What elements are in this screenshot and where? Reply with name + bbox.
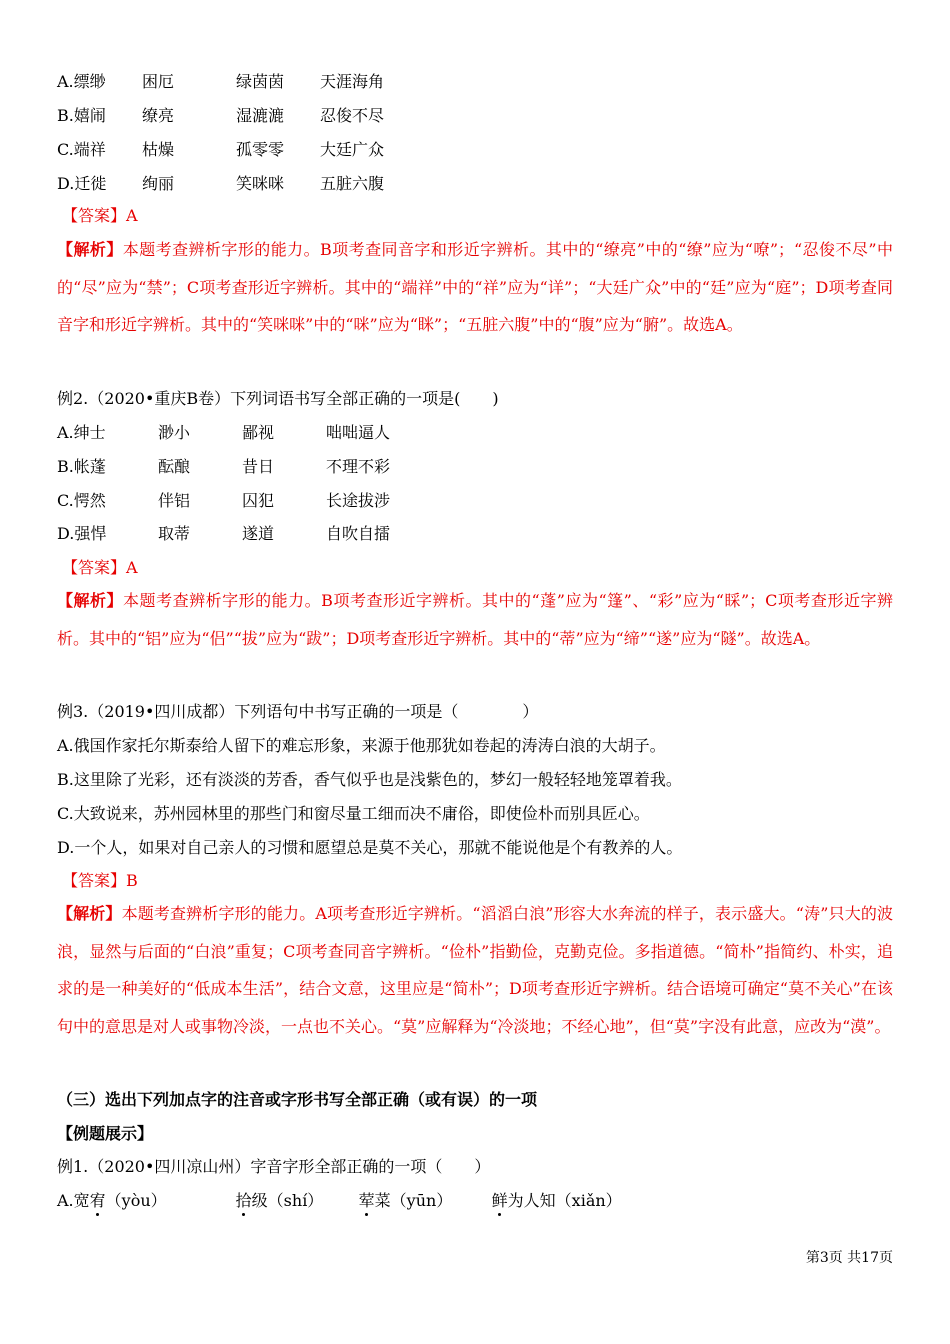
option-word: 缭亮 bbox=[142, 106, 175, 125]
option-label: C.愕然 bbox=[57, 491, 106, 510]
q3-option-c: C.大致说来，苏州园林里的那些门和窗尽量工细而决不庸俗，即使俭朴而别具匠心。 bbox=[57, 804, 650, 823]
option-row bbox=[57, 490, 486, 512]
option-word: 绚丽 bbox=[142, 174, 175, 193]
q3-title: 例3.（2019•四川成都）下列语句中书写正确的一项是（ ） bbox=[57, 702, 539, 721]
analysis-tag: 【解析】 bbox=[57, 591, 124, 610]
word-part: 宽 bbox=[73, 1191, 90, 1210]
analysis-text: 本题考查辨析字形的能力。A项考查形近字辨析。“滔滔白浪”形容大水奔流的样子，表示盛大。“涛”只大的波浪，显然与后面的“白浪”重复；C项考查同音字辨析。“俭朴”指勤俭，克勤克俭。多指道德。“简朴”指简约、朴实，追求的是一种美好的“低成本生活”，结合文意，这里应是“简朴”；D项考查形近字辨析。结合语境可确定“莫不关心”在该句中的意思是对人或事物冷淡，一点也不关心。“莫”应解释为“冷淡地；不经心地”，但“莫”字没有此意，应改为“漠”。 bbox=[57, 904, 893, 1036]
option-word: 昔日 bbox=[242, 457, 275, 476]
dotted-char: 鲜 bbox=[491, 1191, 508, 1210]
option-label: D.强悍 bbox=[57, 524, 107, 543]
q4-item bbox=[236, 1190, 359, 1212]
option-word: 天涯海角 bbox=[320, 72, 385, 91]
option-word: 长途拔涉 bbox=[326, 491, 391, 510]
dotted-char: 拾 bbox=[235, 1191, 252, 1210]
q4-option-label: A. bbox=[57, 1191, 74, 1210]
page-number: 第3页 共17页 bbox=[805, 1250, 893, 1266]
q2-analysis bbox=[57, 582, 893, 657]
option-row bbox=[57, 456, 486, 478]
option-label: B.帐蓬 bbox=[57, 457, 106, 476]
option-label: B.嬉闹 bbox=[57, 106, 106, 125]
option-word: 枯燥 bbox=[142, 140, 175, 159]
q2-answer: 【答案】A bbox=[62, 558, 138, 577]
word-part: 为人知 bbox=[507, 1191, 556, 1210]
option-row bbox=[57, 71, 480, 93]
option-word: 自吹自擂 bbox=[326, 524, 391, 543]
pinyin: （xiǎn） bbox=[555, 1191, 622, 1210]
word-part: 菜 bbox=[374, 1191, 391, 1210]
q3-option-d: D.一个人，如果对自己亲人的习惯和愿望总是莫不关心，那就不能说他是个有教养的人。 bbox=[57, 838, 683, 857]
analysis-tag: 【解析】 bbox=[57, 904, 122, 923]
option-word: 咄咄逼人 bbox=[326, 423, 391, 442]
q2-title: 例2.（2020•重庆B卷）下列词语书写全部正确的一项是( ) bbox=[57, 389, 499, 408]
option-word: 囚犯 bbox=[242, 491, 275, 510]
option-row bbox=[57, 139, 480, 161]
section-heading: （三）选出下列加点字的注音或字形书写全部正确（或有误）的一项 bbox=[57, 1090, 538, 1109]
q3-analysis bbox=[57, 895, 893, 1045]
option-row bbox=[57, 422, 486, 444]
q4-item bbox=[359, 1190, 492, 1212]
q4-item bbox=[492, 1190, 692, 1212]
option-word: 不理不彩 bbox=[326, 457, 391, 476]
q3-option-b: B.这里除了光彩，还有淡淡的芳香，香气似乎也是浅紫色的，梦幻一般轻轻地笼罩着我。 bbox=[57, 770, 682, 789]
option-word: 孤零零 bbox=[236, 140, 285, 159]
analysis-text: 本题考查辨析字形的能力。B项考查同音字和形近字辨析。其中的“缭亮”中的“缭”应为“嘹”；“忍俊不尽”中的“尽”应为“禁”；C项考查形近字辨析。其中的“端祥”中的“祥”应为“详”；“大廷广众”中的“廷”应为“庭”；D项考查同音字和形近字辨析。其中的“笑咪咪”中的“咪”应为“眯”；“五脏六腹”中的“腹”应为“腑”。故选A。 bbox=[57, 240, 893, 334]
q1-analysis bbox=[57, 231, 893, 344]
option-word: 大廷广众 bbox=[320, 140, 385, 159]
option-word: 湿漉漉 bbox=[236, 106, 285, 125]
option-word: 绿茵茵 bbox=[236, 72, 285, 91]
option-word: 遂道 bbox=[242, 524, 275, 543]
q4-option-a bbox=[57, 1190, 692, 1212]
pinyin: （yòu） bbox=[105, 1191, 167, 1210]
option-word: 鄙视 bbox=[242, 423, 275, 442]
option-label: A.绅士 bbox=[57, 423, 106, 442]
q4-title: 例1.（2020•四川凉山州）字音字形全部正确的一项（ ） bbox=[57, 1157, 491, 1176]
option-row bbox=[57, 523, 486, 545]
option-word: 忍俊不尽 bbox=[320, 106, 385, 125]
q3-option-a: A.俄国作家托尔斯泰给人留下的难忘形象，来源于他那犹如卷起的涛涛白浪的大胡子。 bbox=[57, 736, 666, 755]
option-word: 取蒂 bbox=[158, 524, 191, 543]
dotted-char: 荤 bbox=[358, 1191, 375, 1210]
option-word: 笑咪咪 bbox=[236, 174, 285, 193]
option-word: 伴铝 bbox=[158, 491, 191, 510]
dotted-char: 宥 bbox=[89, 1191, 106, 1210]
option-word: 五脏六腹 bbox=[320, 174, 385, 193]
option-label: D.迁徙 bbox=[57, 174, 107, 193]
analysis-tag: 【解析】 bbox=[57, 240, 123, 259]
pinyin: （shí） bbox=[267, 1191, 324, 1210]
option-row bbox=[57, 105, 480, 127]
option-word: 酝酿 bbox=[158, 457, 191, 476]
q1-answer: 【答案】A bbox=[62, 206, 138, 225]
option-word: 渺小 bbox=[158, 423, 191, 442]
analysis-text: 本题考查辨析字形的能力。B项考查形近字辨析。其中的“蓬”应为“篷”、“彩”应为“睬”；C项考查形近字辨析。其中的“铝”应为“侣”“拔”应为“跋”；D项考查形近字辨析。其中的“蒂”应为“缔”“遂”应为“隧”。故选A。 bbox=[57, 591, 893, 648]
option-label: A.缥缈 bbox=[57, 72, 106, 91]
q4-item bbox=[74, 1190, 236, 1212]
example-heading: 【例题展示】 bbox=[57, 1124, 154, 1143]
option-word: 困厄 bbox=[142, 72, 175, 91]
word-part: 级 bbox=[251, 1191, 268, 1210]
option-row bbox=[57, 173, 480, 195]
option-label: C.端祥 bbox=[57, 140, 106, 159]
q3-answer: 【答案】B bbox=[62, 871, 138, 890]
pinyin: （yūn） bbox=[390, 1191, 453, 1210]
